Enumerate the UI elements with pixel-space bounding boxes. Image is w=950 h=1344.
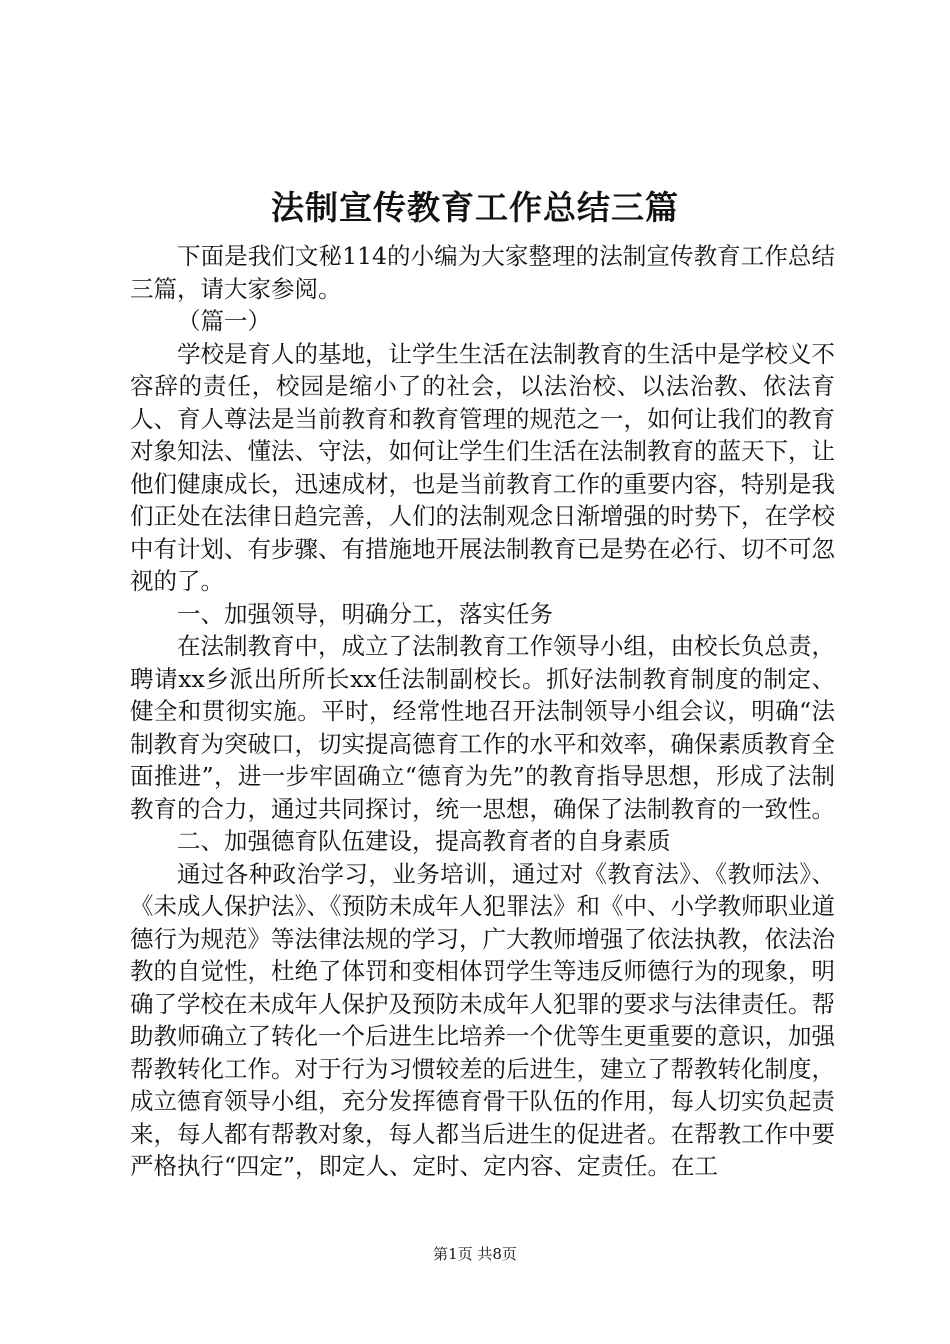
page-footer: 第1页 共8页 bbox=[433, 1245, 517, 1263]
section-marker: （篇一） bbox=[177, 307, 271, 335]
document-body bbox=[130, 240, 835, 1183]
paragraph-intro: 下面是我们文秘114的小编为大家整理的法制宣传教育工作总结三篇，请大家参阅。 bbox=[130, 242, 835, 303]
paragraph: 在法制教育中，成立了法制教育工作领导小组，由校长负总责，聘请xx乡派出所所长xx任法制副校长。抓好法制教育制度的制定、健全和贯彻实施。平时，经常性地召开法制领导小组会议，明确“法制教育为突破口，切实提高德育工作的水平和效率，确保素质教育全面推进”，进一步牢固确立“德育为先”的教育指导思想，形成了法制教育的合力，通过共同探讨，统一思想，确保了法制教育的一致性。 bbox=[130, 632, 835, 823]
section-heading: 一、加强领导，明确分工，落实任务 bbox=[177, 599, 553, 628]
paragraph: 通过各种政治学习，业务培训，通过对《教育法》、《教师法》、《未成人保护法》、《预防未成年人犯罪法》和《中、小学教师职业道德行为规范》等法律法规的学习，广大教师增强了依法执教，依法治教的自觉性，杜绝了体罚和变相体罚学生等违反师德行为的现象，明确了学校在未成年人保护及预防未成年人犯罪的要求与法律责任。帮助教师确立了转化一个后进生比培养一个优等生更重要的意识，加强帮教转化工作。对于行为习惯较差的后进生，建立了帮教转化制度，成立德育领导小组，充分发挥德育骨干队伍的作用，每人切实负起责来，每人都有帮教对象，每人都当后进生的促进者。在帮教工作中要严格执行“四定”，即定人、定时、定内容、定责任。在工 bbox=[130, 859, 835, 1180]
section-heading: 二、加强德育队伍建设，提高教育者的自身素质 bbox=[177, 827, 671, 855]
paragraph: 学校是育人的基地，让学生生活在法制教育的生活中是学校义不容辞的责任，校园是缩小了的社会，以法治校、以法治教、依法育人、育人尊法是当前教育和教育管理的规范之一，如何让我们的教育对象知法、懂法、守法，如何让学生们生活在法制教育的蓝天下，让他们健康成长，迅速成材，也是当前教育工作的重要内容，特别是我们正处在法律日趋完善，人们的法制观念日渐增强的时势下，在学校中有计划、有步骤、有措施地开展法制教育已是势在必行、切不可忽视的了。 bbox=[130, 339, 835, 595]
document-title: 法制宣传教育工作总结三篇 bbox=[271, 188, 679, 227]
